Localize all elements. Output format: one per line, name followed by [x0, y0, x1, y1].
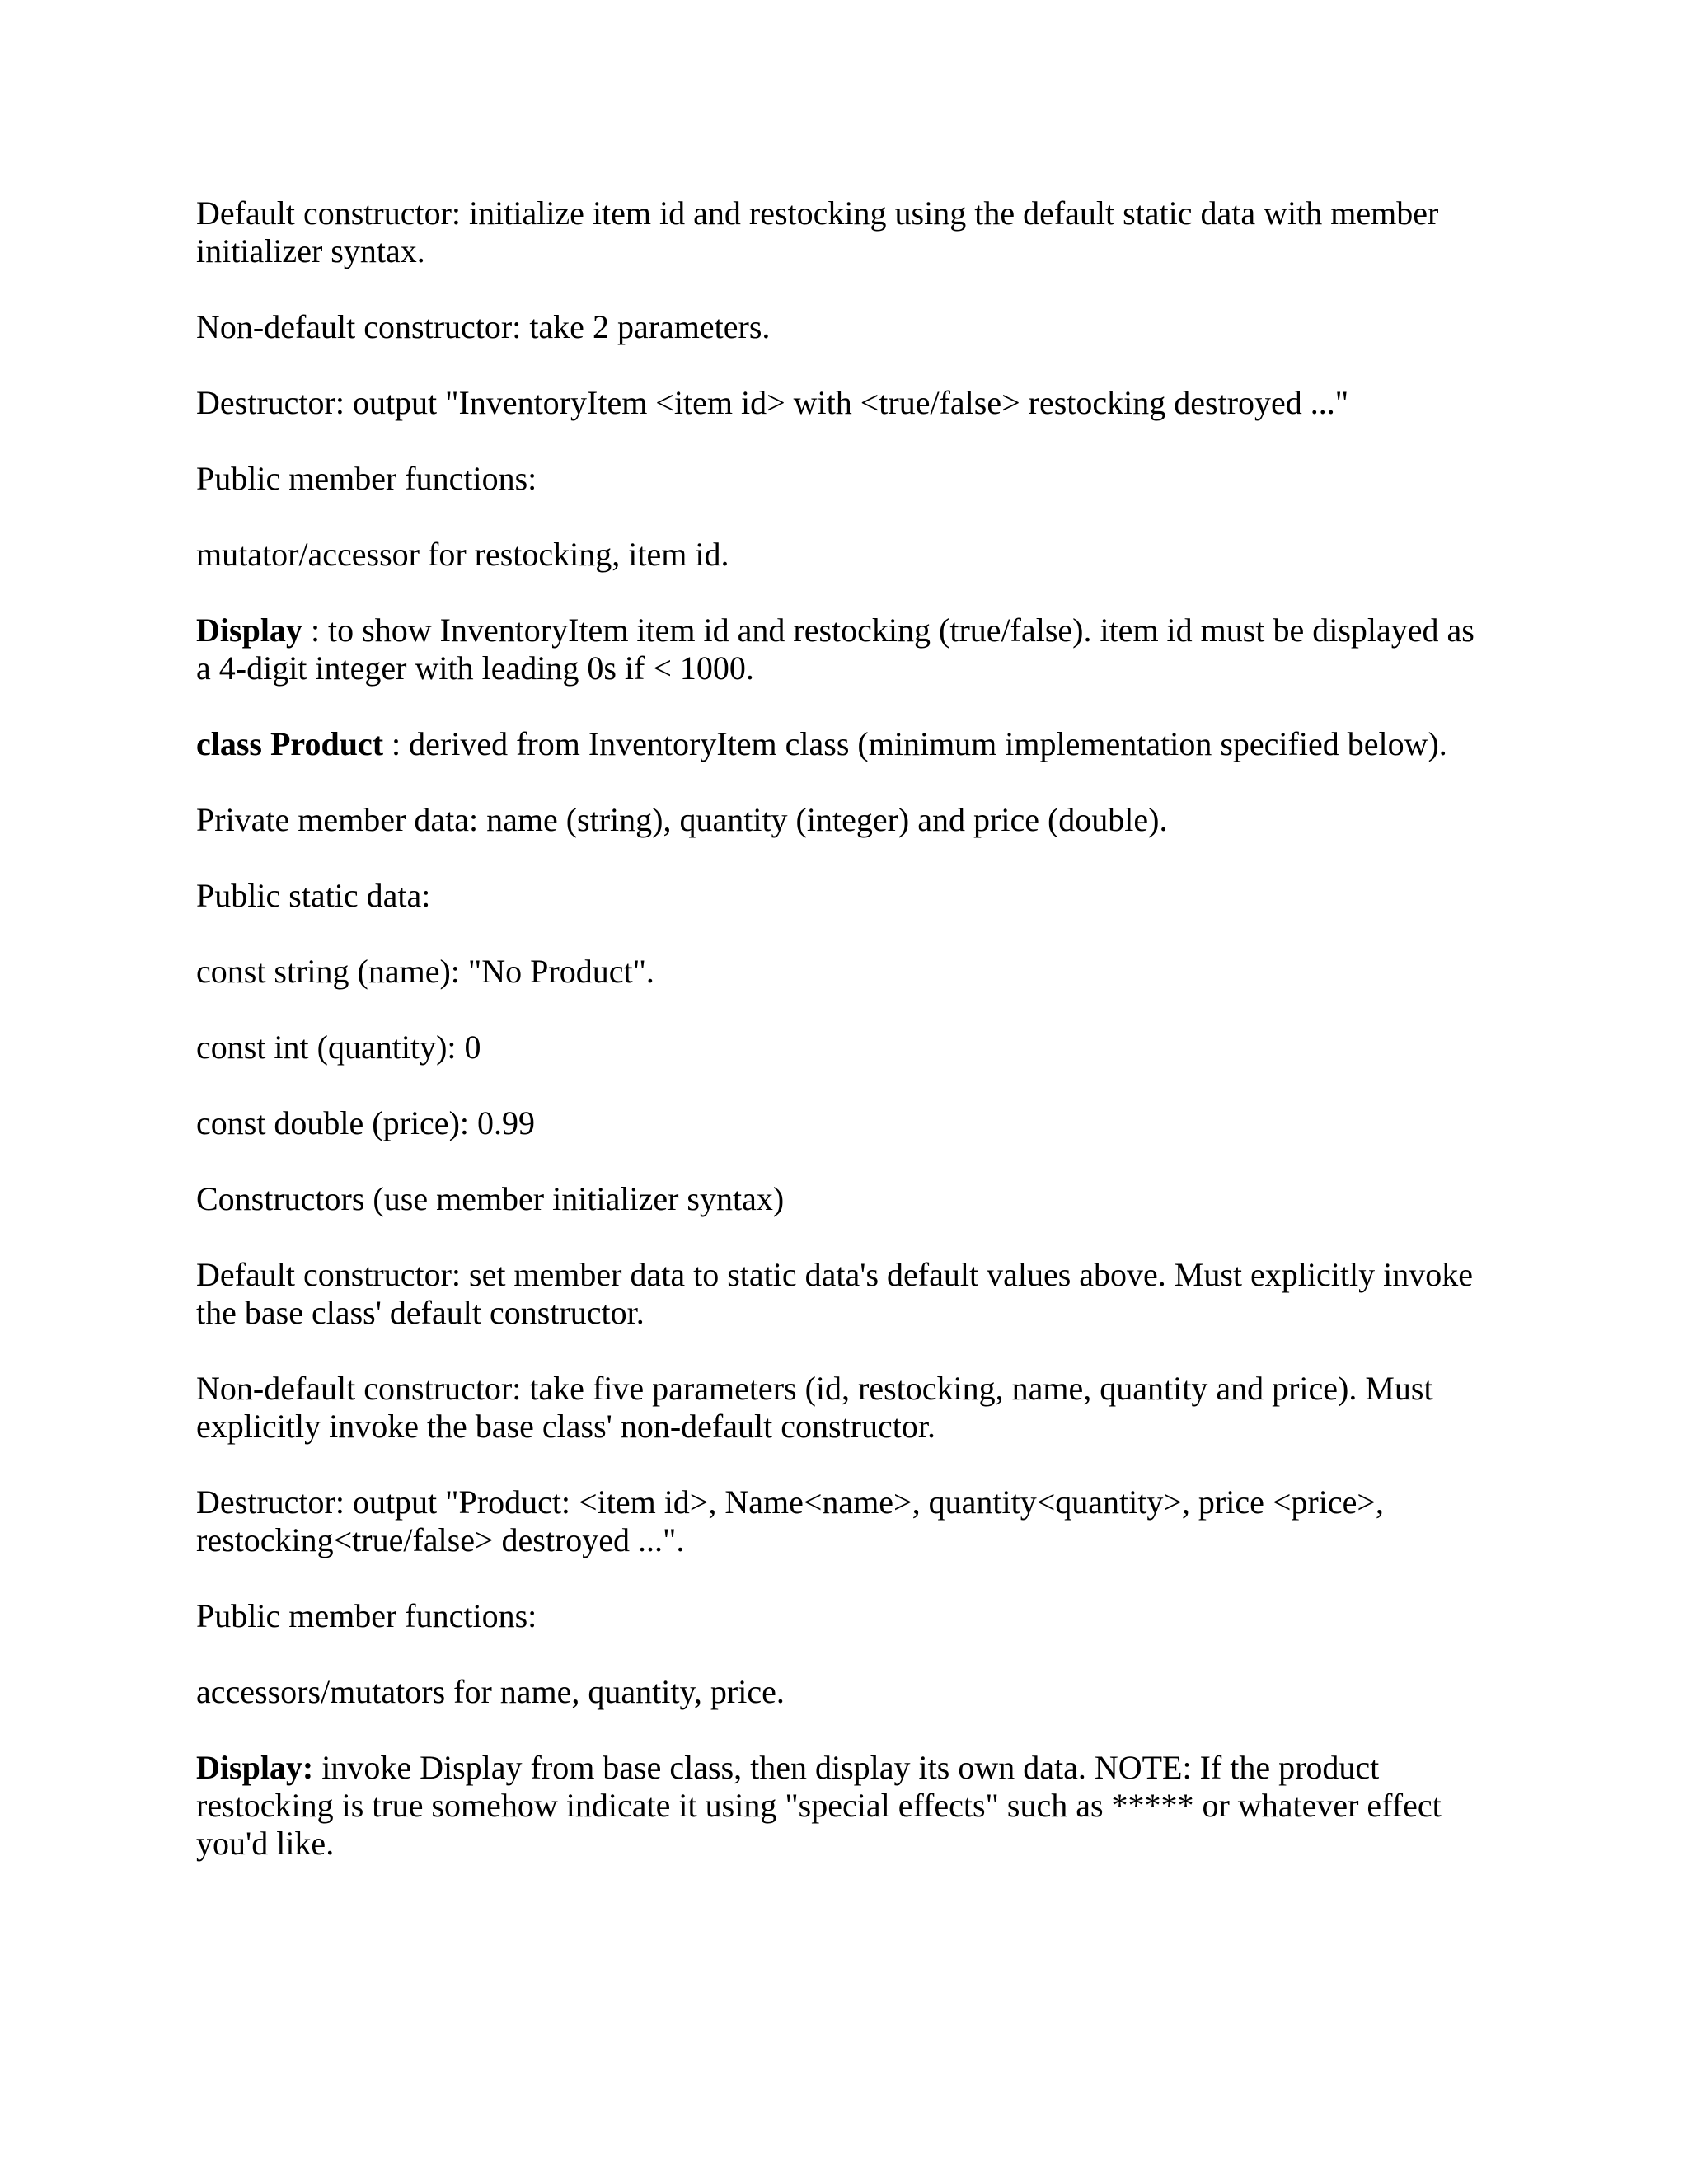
paragraph-text: mutator/accessor for restocking, item id. [196, 536, 729, 573]
paragraph-destructor [196, 384, 1492, 422]
paragraph-text: const double (price): 0.99 [196, 1104, 535, 1141]
paragraph-text: Destructor: output "InventoryItem <item id> with <true/false> restocking destroyed ..." [196, 384, 1349, 421]
paragraph-product-default-constructor [196, 1256, 1492, 1332]
paragraph-text: Public member functions: [196, 1597, 537, 1634]
paragraph-text: Non-default constructor: take 2 parameters. [196, 308, 771, 345]
paragraph-text: Private member data: name (string), quantity (integer) and price (double). [196, 801, 1168, 838]
paragraph-product-public-member-functions [196, 1597, 1492, 1635]
paragraph-text: Constructors (use member initializer syntax) [196, 1180, 785, 1217]
paragraph-text: const string (name): "No Product". [196, 953, 654, 990]
paragraph-text: Destructor: output "Product: <item id>, Name<name>, quantity<quantity>, price <price>, restocking<true/false> destroyed ...". [196, 1483, 1384, 1558]
paragraph-text: Public static data: [196, 877, 431, 914]
paragraph-non-default-constructor [196, 308, 1492, 346]
paragraph-class-product [196, 725, 1492, 763]
document-page [196, 194, 1492, 1900]
paragraph-accessors-mutators [196, 1673, 1492, 1711]
paragraph-lead: Display: [196, 1749, 314, 1786]
paragraph-lead: Display [196, 612, 302, 649]
paragraph-product-non-default-constructor [196, 1370, 1492, 1446]
paragraph-text: accessors/mutators for name, quantity, price. [196, 1673, 785, 1710]
paragraph-private-member-data [196, 801, 1492, 839]
paragraph-lead: class Product [196, 725, 384, 762]
paragraph-text: : derived from InventoryItem class (minimum implementation specified below). [383, 725, 1447, 762]
paragraph-text: const int (quantity): 0 [196, 1029, 481, 1066]
paragraph-product-display [196, 1749, 1492, 1863]
paragraph-text: Default constructor: initialize item id and restocking using the default static data with member initializer syntax. [196, 194, 1439, 269]
paragraph-mutator-accessor [196, 536, 1492, 574]
paragraph-text: invoke Display from base class, then display its own data. NOTE: If the product restocking is true somehow indicate it using "special effects" such as ***** or whatever effect you'd like. [196, 1749, 1442, 1862]
paragraph-const-double [196, 1104, 1492, 1142]
paragraph-const-string [196, 953, 1492, 991]
paragraph-text: : to show InventoryItem item id and restocking (true/false). item id must be displayed as a 4-digit integer with leading 0s if < 1000. [196, 612, 1475, 687]
paragraph-public-static-data [196, 877, 1492, 915]
paragraph-default-constructor [196, 194, 1492, 270]
paragraph-display [196, 612, 1492, 687]
paragraph-text: Public member functions: [196, 460, 537, 497]
paragraph-public-member-functions [196, 460, 1492, 498]
paragraph-text: Default constructor: set member data to static data's default values above. Must explicitly invoke the base class' default constructor. [196, 1256, 1473, 1331]
paragraph-text: Non-default constructor: take five parameters (id, restocking, name, quantity and price). Must explicitly invoke the base class' non-default constructor. [196, 1370, 1433, 1445]
paragraph-product-destructor [196, 1483, 1492, 1559]
paragraph-constructors [196, 1180, 1492, 1218]
paragraph-const-int [196, 1029, 1492, 1066]
